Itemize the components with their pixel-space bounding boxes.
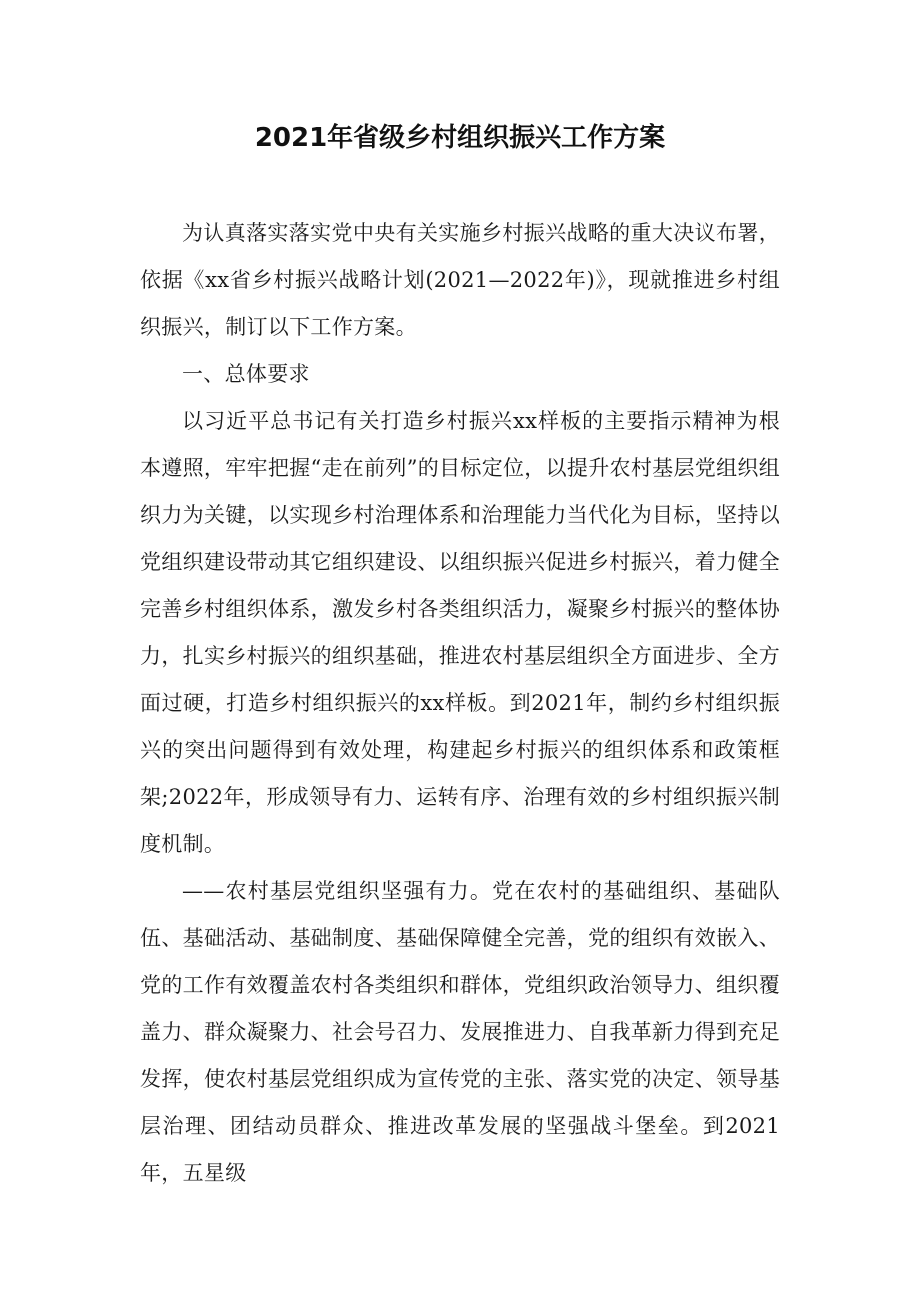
paragraph-party-organization: ——农村基层党组织坚强有力。党在农村的基础组织、基础队伍、基础活动、基础制度、基础保障健全完善，党的组织有效嵌入、党的工作有效覆盖农村各类组织和群体，党组织政治领导力、组织覆盖力、群众凝聚力、社会号召力、发展推进力、自我革新力得到充足发挥，使农村基层党组织成为宣传党的主张、落实党的决定、领导基层治理、团结动员群众、推进改革发展的坚强战斗堡垒。到2021年，五星级 [140, 879, 780, 1185]
document-body [140, 210, 780, 1197]
document-title: 2021年省级乡村组织振兴工作方案 [254, 123, 666, 153]
paragraph-intro: 为认真落实落实党中央有关实施乡村振兴战略的重大决议布署，依据《xx省乡村振兴战略计划(2021—2022年)》，现就推进乡村组织振兴，制订以下工作方案。 [140, 221, 780, 339]
paragraph-general-requirements: 以习近平总书记有关打造乡村振兴xx样板的主要指示精神为根本遵照，牢牢把握“走在前列”的目标定位，以提升农村基层党组织组织力为关键，以实现乡村治理体系和治理能力当代化为目标，坚持以党组织建设带动其它组织建设、以组织振兴促进乡村振兴，着力健全完善乡村组织体系，激发乡村各类组织活力，凝聚乡村振兴的整体协力，扎实乡村振兴的组织基础，推进农村基层组织全方面进步、全方面过硬，打造乡村组织振兴的xx样板。到2021年，制约乡村组织振兴的突出问题得到有效处理，构建起乡村振兴的组织体系和政策框架;2022年，形成领导有力、运转有序、治理有效的乡村组织振兴制度机制。 [140, 409, 780, 856]
section-heading-general-requirements: 一、总体要求 [182, 362, 310, 386]
